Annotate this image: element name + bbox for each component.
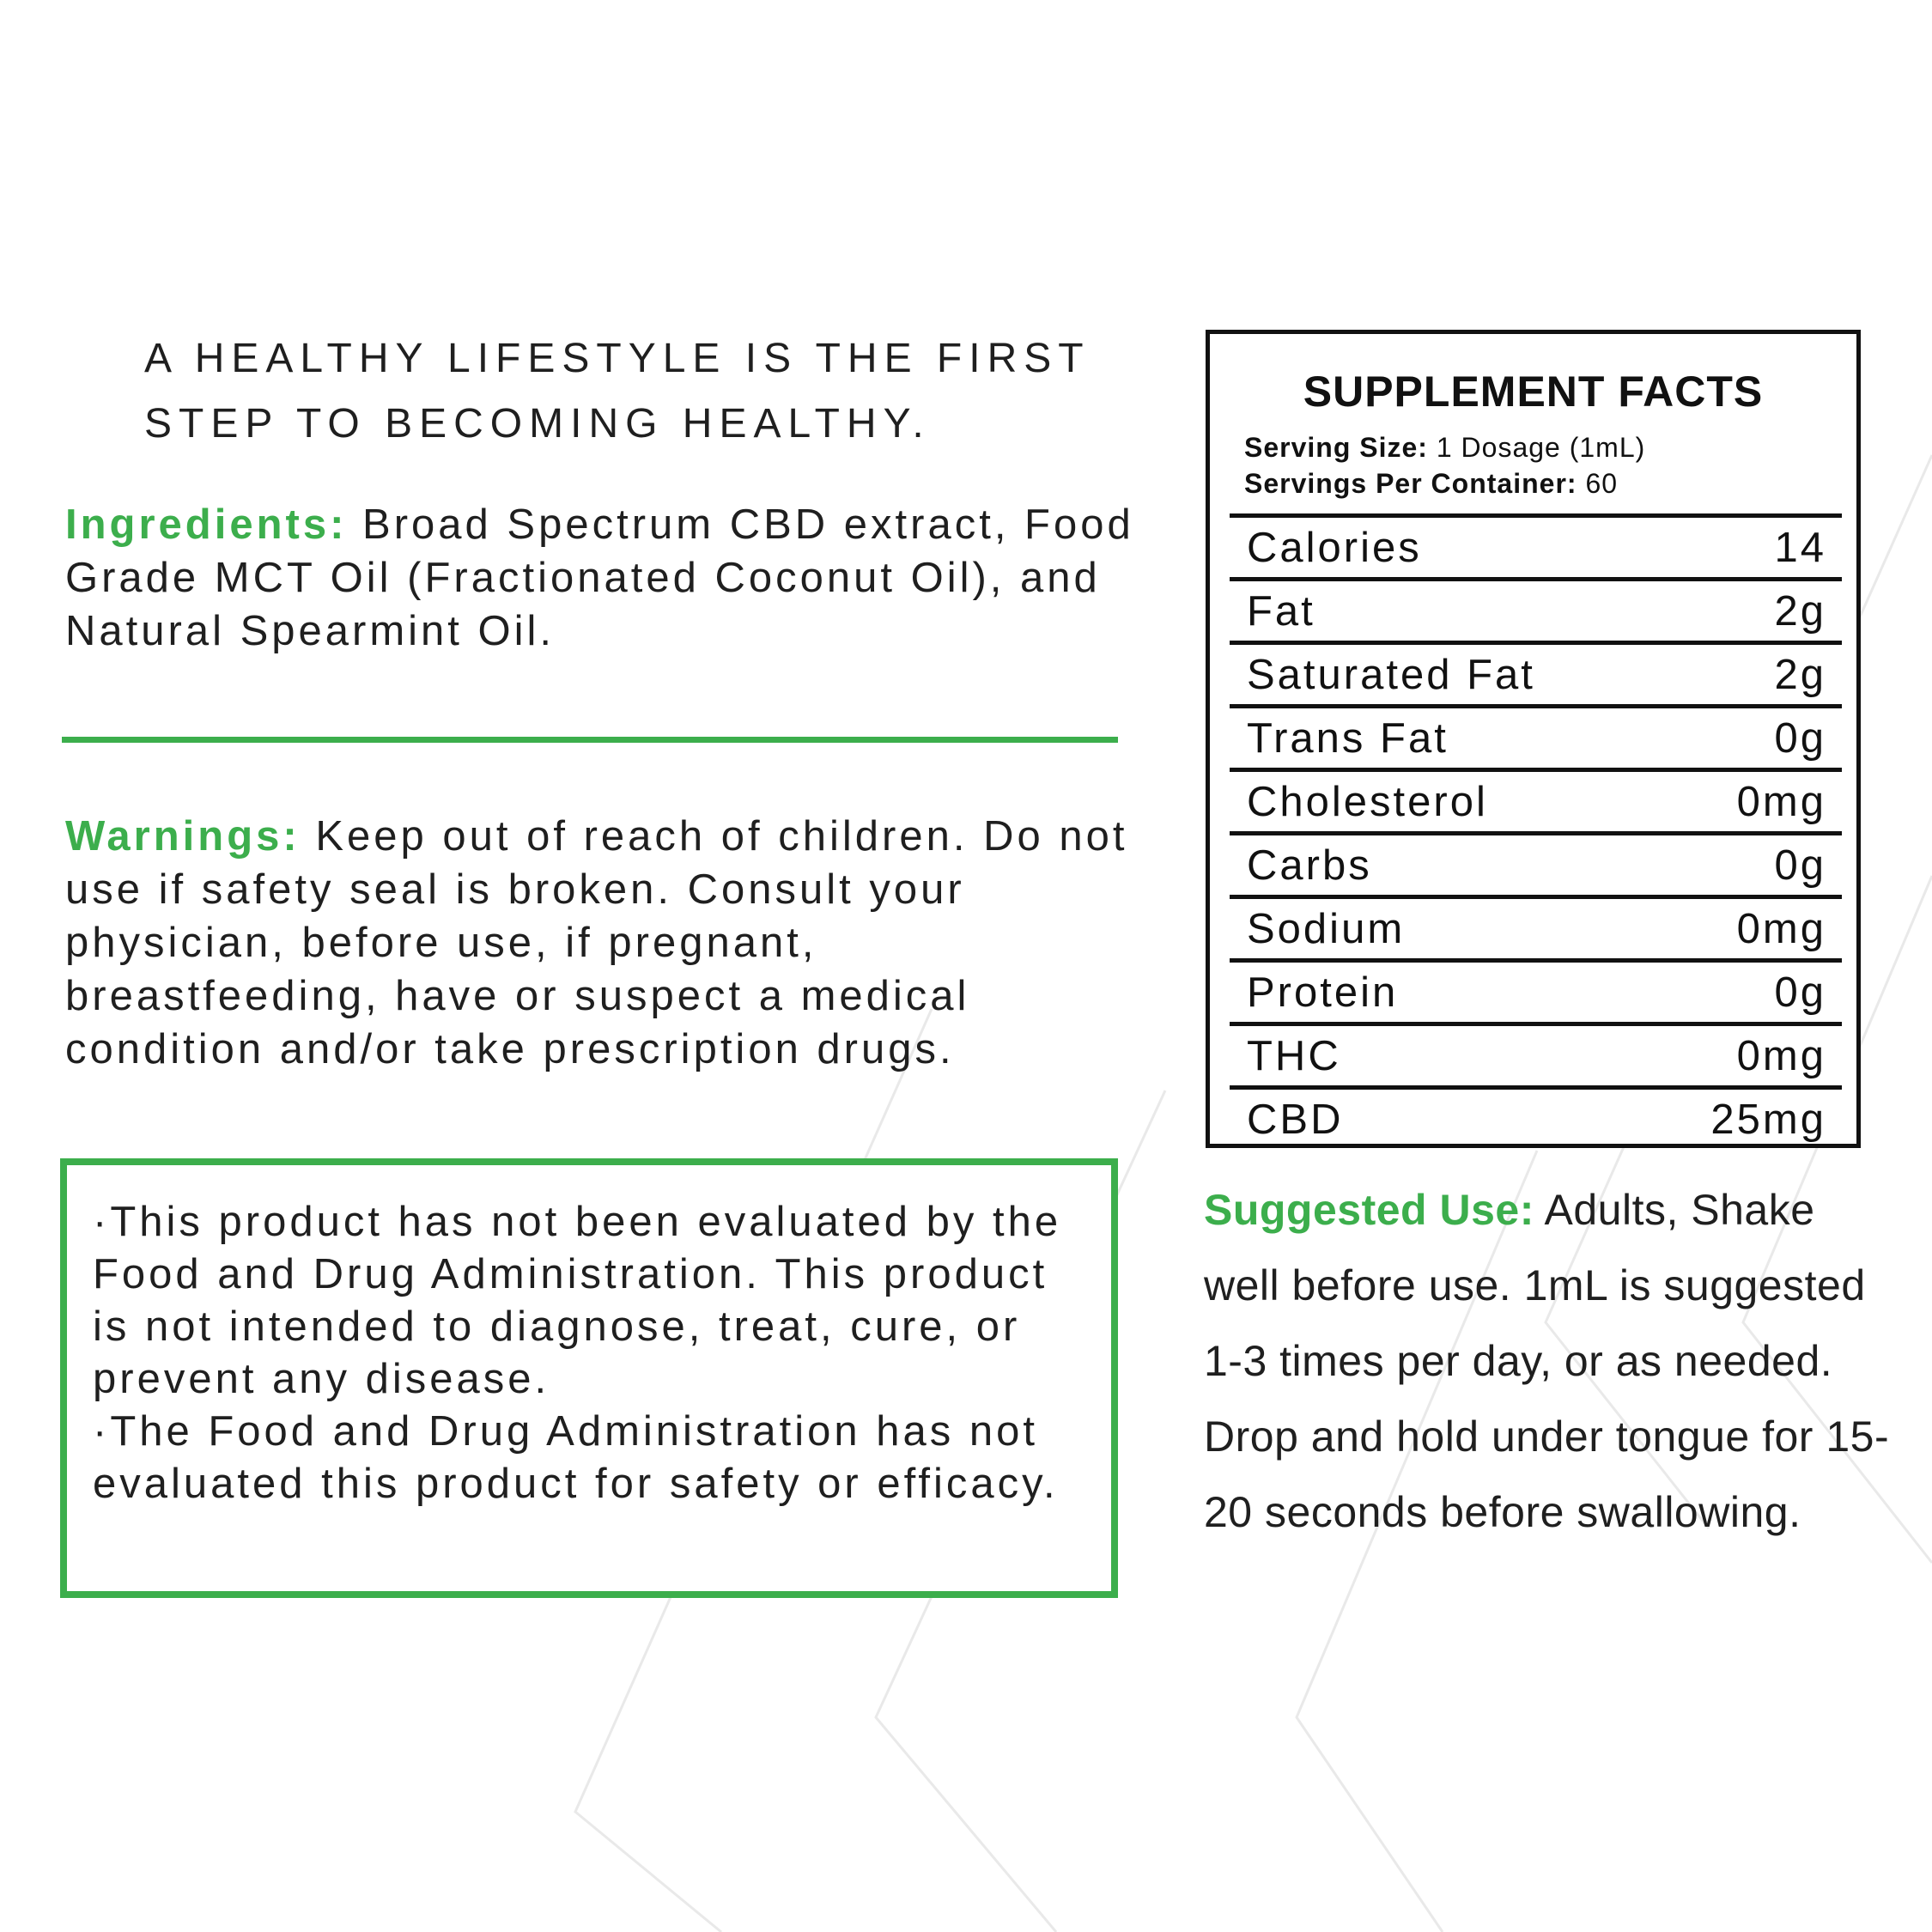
fact-value: 2g [1774, 587, 1826, 635]
servings-per-container-label: Servings Per Container: [1244, 468, 1577, 499]
ingredients-text: Broad Spectrum CBD extract, Food Grade MCT Oil (Fractionated Coconut Oil), and Natural Spearmint Oil. [65, 501, 1134, 654]
fact-value: 2g [1774, 651, 1826, 698]
fact-name: Cholesterol [1247, 778, 1488, 825]
fact-name: Trans Fat [1247, 714, 1449, 762]
fact-row [1230, 1022, 1842, 1085]
headline-line-1: A HEALTHY LIFESTYLE IS THE FIRST [144, 336, 1091, 381]
serving-size [1244, 432, 1645, 464]
ingredients-section [65, 498, 1139, 658]
servings-per-container [1244, 468, 1618, 500]
ingredients-label: Ingredients: [65, 501, 348, 548]
fact-name: Sodium [1247, 905, 1406, 952]
fact-value: 0g [1774, 841, 1826, 889]
warnings-section [65, 810, 1139, 1076]
fact-name: Saturated Fat [1247, 651, 1535, 698]
fact-value: 0mg [1736, 1032, 1826, 1079]
fact-row [1230, 831, 1842, 895]
facts-table [1230, 513, 1842, 1149]
fact-row [1230, 641, 1842, 704]
fact-row [1230, 958, 1842, 1022]
warnings-label: Warnings: [65, 813, 301, 860]
supplement-facts-title: SUPPLEMENT FACTS [1303, 368, 1764, 416]
fact-row [1230, 1085, 1842, 1149]
disclaimer-line-2: ·The Food and Drug Administration has not evaluated this product for safety or efficacy. [93, 1408, 1059, 1507]
disclaimer-line-1: ·This product has not been evaluated by the Food and Drug Administration. This product is not intended to diagnose, treat, cure, or prevent any disease. [93, 1199, 1062, 1402]
fact-name: Protein [1247, 969, 1399, 1016]
fact-value: 0mg [1736, 905, 1826, 952]
serving-size-value: 1 Dosage (1mL) [1427, 432, 1646, 463]
fact-name: THC [1247, 1032, 1341, 1079]
fact-row [1230, 577, 1842, 641]
fact-row [1230, 895, 1842, 958]
green-divider [62, 737, 1118, 743]
headline [144, 326, 1106, 457]
headline-line-2: STEP TO BECOMING HEALTHY. [144, 401, 931, 447]
supplement-facts-panel [1206, 330, 1861, 1148]
fact-value: 0mg [1736, 778, 1826, 825]
fact-row [1230, 768, 1842, 831]
fact-row [1230, 704, 1842, 768]
fact-name: Calories [1247, 524, 1422, 571]
suggested-use-text: Adults, Shake well before use. 1mL is suggested 1-3 times per day, or as needed. Drop and hold under tongue for 15-20 seconds before swallowing. [1204, 1186, 1890, 1536]
fact-value: 0g [1774, 714, 1826, 762]
fact-value: 14 [1774, 524, 1826, 571]
suggested-use-label: Suggested Use: [1204, 1186, 1534, 1234]
fda-disclaimer-box [60, 1158, 1118, 1598]
suggested-use-section [1204, 1172, 1891, 1550]
fact-name: Fat [1247, 587, 1315, 635]
fact-value: 0g [1774, 969, 1826, 1016]
fact-value: 25mg [1710, 1096, 1826, 1143]
fact-row [1230, 513, 1842, 577]
warnings-text: Keep out of reach of children. Do not use if safety seal is broken. Consult your physician, before use, if pregnant, breastfeeding, have or suspect a medical condition and/or take prescription drugs. [65, 813, 1128, 1072]
fact-name: Carbs [1247, 841, 1372, 889]
fact-name: CBD [1247, 1096, 1344, 1143]
servings-per-container-value: 60 [1577, 468, 1619, 499]
serving-size-label: Serving Size: [1244, 432, 1428, 463]
